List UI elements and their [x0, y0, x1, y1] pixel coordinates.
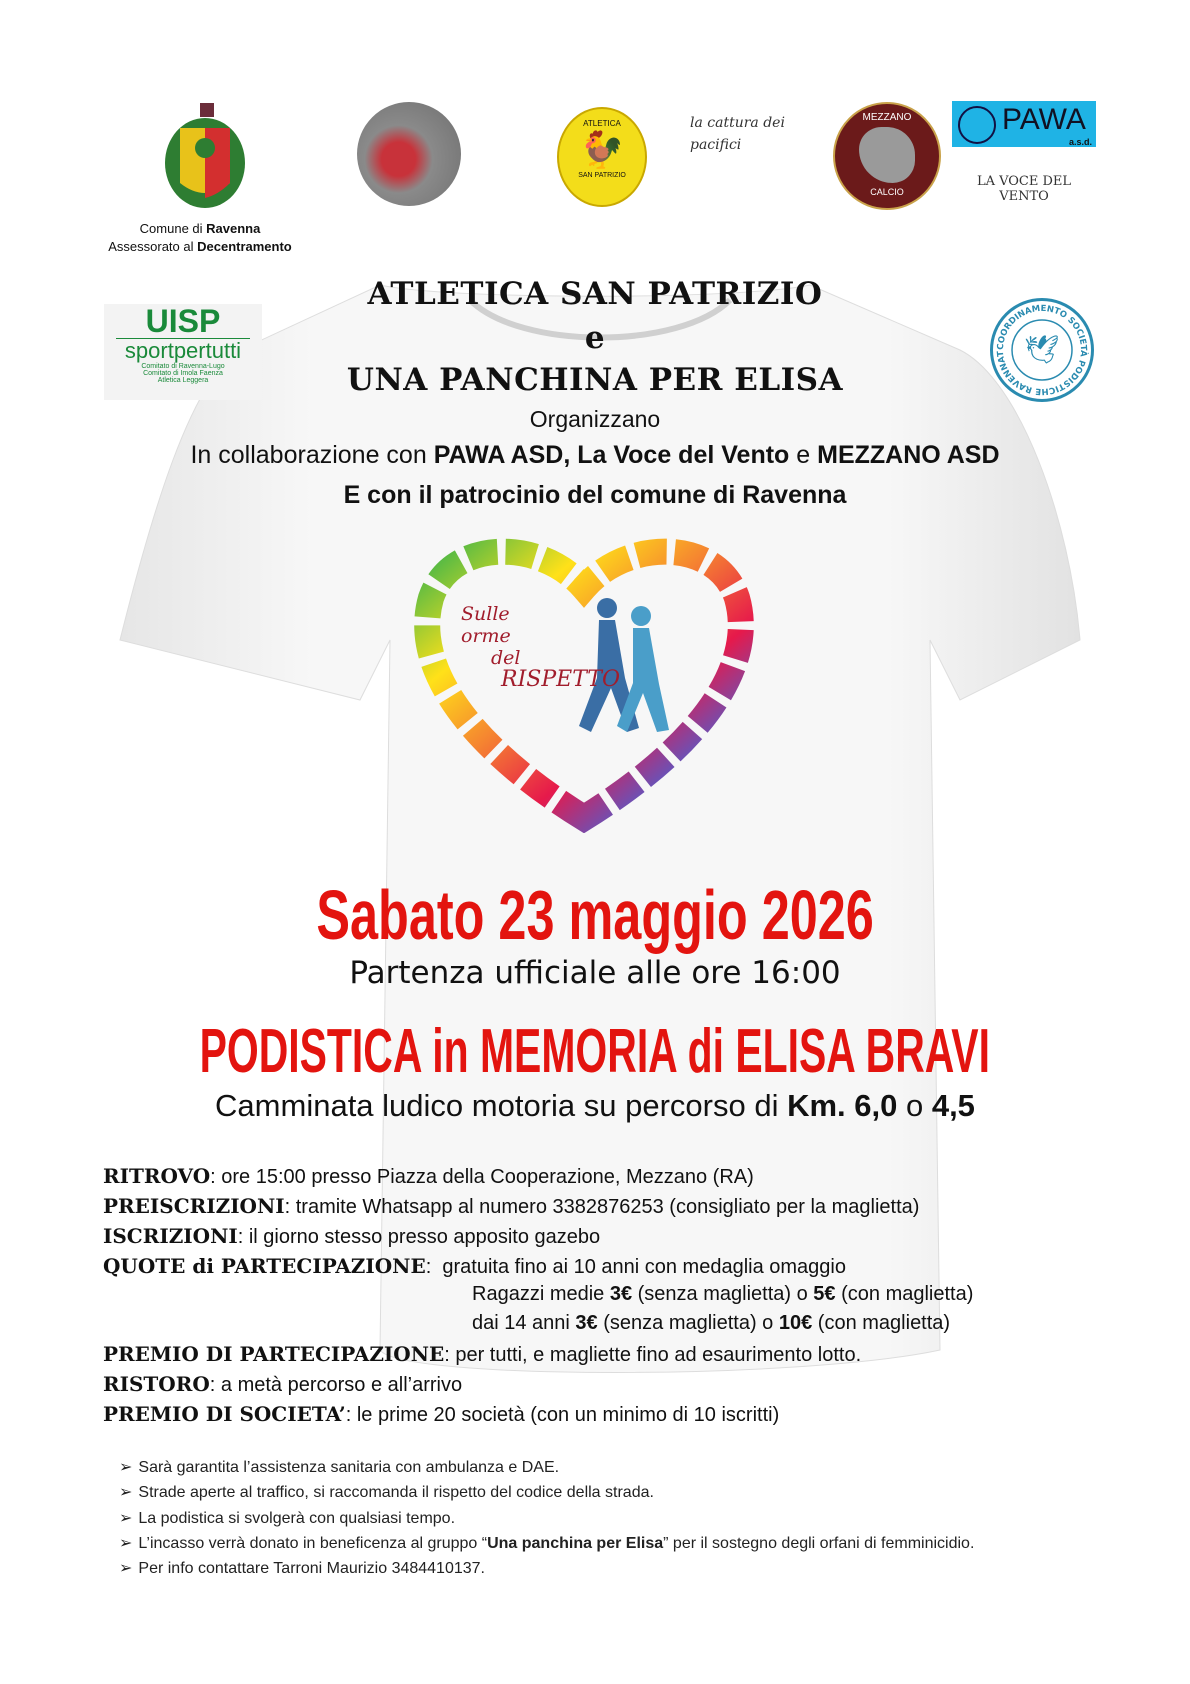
walk-or: o [897, 1088, 932, 1123]
walk-prefix: Camminata ludico motoria su percorso di [215, 1088, 788, 1123]
pawa-logo-text: PAWA [1002, 103, 1086, 136]
bullet-highlight: Una panchina per Elisa [487, 1535, 664, 1552]
arrow-bullet-icon: ➢ [119, 1459, 133, 1476]
walk-description [0, 1088, 1190, 1124]
info-premio-partecipazione [103, 1342, 861, 1367]
info-ritrovo [103, 1164, 754, 1189]
pawa-mandala-icon [958, 106, 996, 144]
fee-price: 3€ [575, 1312, 598, 1334]
atletica-san-patrizio-logo [557, 107, 647, 207]
organizer-title-1: ATLETICA SAN PATRIZIO [367, 276, 823, 312]
start-time: Partenza ufficiale alle ore 16:00 [349, 955, 841, 991]
rooster-icon: 🐓 [579, 129, 625, 170]
comune-label: Comune di [139, 221, 207, 236]
fee-text: (con maglietta) [835, 1283, 974, 1305]
bench-photo-logo [357, 102, 461, 206]
info-label: PREISCRIZIONI [103, 1194, 285, 1218]
bullet-item [119, 1558, 485, 1578]
info-premio-societa [103, 1402, 779, 1427]
arrow-bullet-icon: ➢ [119, 1535, 133, 1552]
assessorato-name: Decentramento [197, 239, 292, 254]
ravenna-crest-icon [160, 103, 250, 218]
event-date-row [0, 875, 1190, 955]
fee-text: (senza maglietta) o [632, 1283, 814, 1305]
info-text: : per tutti, e magliette fino ad esaurimento lotto. [444, 1344, 862, 1366]
organizer-title-2: UNA PANCHINA PER ELISA [346, 362, 844, 398]
fee-adulti [472, 1312, 950, 1335]
collaboration-line [0, 441, 1190, 470]
heart-text-1: Sulle [461, 603, 510, 625]
organize-label: Organizzano [529, 406, 661, 432]
info-text: : a metà percorso e all’arrivo [209, 1374, 463, 1396]
uisp-logo-text: UISP [145, 303, 221, 339]
fee-text: (senza maglietta) o [597, 1312, 779, 1334]
event-date: Sabato 23 maggio 2026 [316, 876, 874, 954]
uisp-line: Atletica Leggera [157, 377, 209, 384]
bullet-item [119, 1457, 559, 1477]
pawa-logo-sub: a.s.d. [1068, 137, 1092, 147]
mezzano-logo-bottom: CALCIO [870, 187, 904, 197]
fee-text: Ragazzi medie [472, 1283, 610, 1305]
heart-text-2: orme [461, 625, 511, 647]
info-label: ISCRIZIONI [103, 1224, 238, 1248]
info-text: : il giorno stesso presso apposito gazebo [237, 1226, 601, 1248]
footprints-heart-graphic [411, 528, 757, 833]
walk-km: Km. 6,0 [787, 1088, 898, 1123]
dove-icon: 🕊 [1024, 334, 1060, 365]
bullet-item [119, 1533, 974, 1553]
info-ristoro [103, 1372, 462, 1397]
bullet-text: ” per il sostegno degli orfani di femminicidio. [663, 1535, 975, 1552]
fee-ragazzi [472, 1283, 973, 1306]
info-quote [103, 1254, 846, 1279]
fee-price: 5€ [813, 1283, 836, 1305]
patronage-line: E con il patrocinio del comune di Ravenna [343, 481, 847, 509]
heart-text-4: RISPETTO [501, 667, 620, 692]
collab-prefix: In collaborazione con [190, 441, 434, 469]
elephant-icon [859, 127, 915, 183]
pacifici-logo: la cattura dei pacifici [690, 115, 785, 153]
bullet-text: L’incasso verrà donato in beneficenza al gruppo “ [138, 1535, 488, 1552]
bullet-text: La podistica si svolgerà con qualsiasi tempo. [138, 1510, 456, 1527]
organizer-and: e [584, 320, 606, 356]
fee-text: dai 14 anni [472, 1312, 576, 1334]
bullet-text: Sarà garantita l’assistenza sanitaria con ambulanza e DAE. [138, 1459, 560, 1476]
bullet-item [119, 1482, 654, 1502]
pawa-logo [952, 101, 1096, 147]
heart-text-3: del [491, 647, 521, 669]
info-label: QUOTE di PARTECIPAZIONE [103, 1254, 426, 1278]
arrow-bullet-icon: ➢ [119, 1560, 133, 1577]
atletica-logo-bottom: SAN PATRIZIO [578, 172, 626, 179]
info-label: RITROVO [103, 1164, 211, 1188]
info-text: : tramite Whatsapp al numero 3382876253 (consigliato per la maglietta) [284, 1196, 920, 1218]
uisp-logo-sub: sportpertutti [116, 338, 250, 363]
coordinamento-logo-text: COORDINAMENTO SOCIETÀ PODISTICHE RAVENNAT [995, 303, 1089, 397]
bullet-text: Strade aperte al traffico, si raccomanda il rispetto del codice della strada. [138, 1484, 654, 1501]
collab-mezzano: MEZZANO ASD [817, 441, 1000, 469]
info-text: : le prime 20 società (con un minimo di 10 iscritti) [345, 1404, 780, 1426]
fee-price: 3€ [609, 1283, 633, 1305]
info-text: : ore 15:00 presso Piazza della Cooperazione, Mezzano (RA) [210, 1166, 754, 1188]
info-preiscrizioni [103, 1194, 919, 1219]
collab-partners: PAWA ASD, La Voce del Vento [433, 441, 790, 469]
uisp-line: Comitato di Imola Faenza [143, 370, 223, 377]
arrow-bullet-icon: ➢ [119, 1510, 133, 1527]
fee-price: 10€ [778, 1312, 813, 1334]
uisp-line: Comitato di Ravenna-Lugo [141, 363, 225, 370]
assessorato-label: Assessorato al [108, 239, 198, 254]
atletica-logo-text: ATLETICA [583, 119, 621, 128]
event-name: PODISTICA in MEMORIA di ELISA BRAVI [199, 1017, 991, 1086]
fee-text: (con maglietta) [812, 1312, 951, 1334]
arrow-bullet-icon: ➢ [119, 1484, 133, 1501]
info-label: PREMIO DI SOCIETA’ [103, 1402, 346, 1426]
walk-km2: 4,5 [931, 1088, 975, 1123]
mezzano-logo-top: MEZZANO [862, 112, 912, 123]
info-label: RISTORO [103, 1372, 210, 1396]
voce-del-vento-logo: LA VOCE DEL VENTO [976, 174, 1072, 204]
event-name-row [0, 1016, 1190, 1087]
info-text: : gratuita fino ai 10 anni con medaglia omaggio [425, 1256, 846, 1278]
mezzano-calcio-logo [833, 102, 941, 210]
info-label: PREMIO DI PARTECIPAZIONE [103, 1342, 445, 1366]
bullet-item [119, 1508, 455, 1528]
bullet-text: Per info contattare Tarroni Maurizio 3484410137. [138, 1560, 485, 1577]
info-iscrizioni [103, 1224, 600, 1249]
comune-name: Ravenna [206, 221, 261, 236]
collab-and: e [789, 441, 818, 469]
